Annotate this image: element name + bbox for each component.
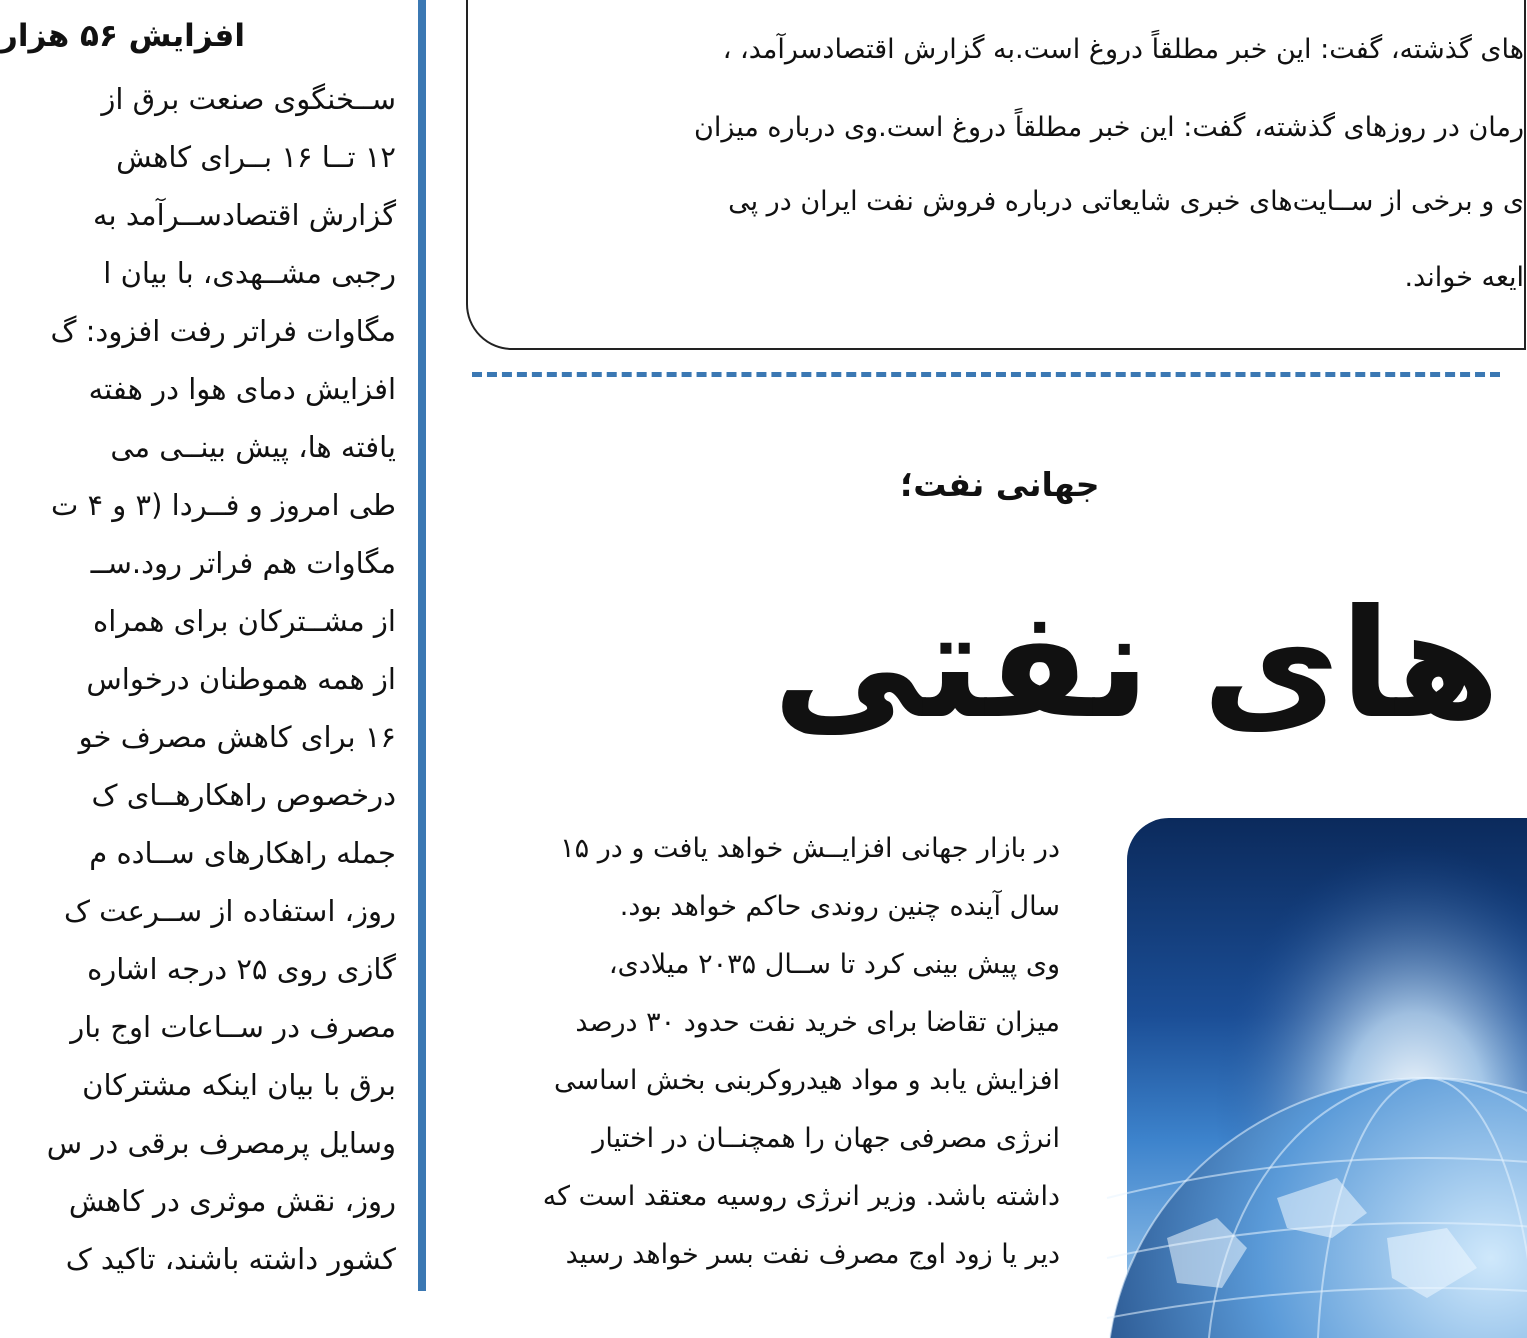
article-line: داشته باشد. وزیر انرژی روسیه معتقد است که [542, 1181, 1060, 1212]
article-title: های نفتی [772, 578, 1500, 752]
article-body [480, 820, 1060, 1291]
left-column-line: ســخنگوی صنعت برق از [101, 82, 396, 116]
left-column-line: مصرف در ســاعات اوج بار [70, 1010, 396, 1044]
left-column-line: جمله راهکارهای ســاده م [89, 836, 396, 870]
left-column-line: رجبی مشــهدی، با بیان ا [103, 256, 396, 290]
callout-line: های گذشته، گفت: این خبر مطلقاً دروغ است.به گزارش اقتصادسرآمد، ، [722, 34, 1524, 65]
left-column-line: روز، نقش موثری در کاهش [68, 1184, 396, 1218]
article-line: انرژی مصرفی جهان را همچنــان در اختیار [592, 1123, 1060, 1154]
column-divider [418, 0, 426, 1291]
left-news-column [0, 0, 415, 1291]
section-divider [472, 372, 1500, 377]
left-column-line: از مشــترکان برای همراه [93, 604, 396, 638]
left-column-line: مگاوات هم فراتر رود.ســ [90, 546, 396, 580]
article-line: سال آینده چنین روندی حاکم خواهد بود. [619, 891, 1060, 922]
left-column-line: ۱۲ تــا ۱۶ بــرای کاهش [116, 140, 396, 174]
left-column-line: درخصوص راهکارهــای ک [91, 778, 396, 812]
article-line: میزان تقاضا برای خرید نفت حدود ۳۰ درصد [575, 1007, 1060, 1038]
article-line: در بازار جهانی افزایــش خواهد یافت و در ۱۵ [560, 833, 1060, 864]
left-column-line: افزایش دمای هوا در هفته [88, 372, 396, 406]
article-line: وی پیش بینی کرد تا ســال ۲۰۳۵ میلادی، [608, 949, 1060, 980]
left-column-line: گزارش اقتصادســرآمد به [93, 198, 396, 232]
article-kicker: جهانی نفت؛ [900, 465, 1100, 504]
callout-line: ایعه خواند. [1404, 262, 1524, 293]
callout-line: رمان در روزهای گذشته، گفت: این خبر مطلقاً دروغ است.وی درباره میزان [693, 112, 1524, 143]
globe-image [1127, 818, 1527, 1338]
callout-line: ی و برخی از ســایت‌های خبری شایعاتی درباره فروش نفت ایران در پی [728, 186, 1524, 217]
left-column-line: از همه هموطنان درخواس [86, 662, 396, 696]
article-line: دیر یا زود اوج مصرف نفت بسر خواهد رسید [565, 1239, 1060, 1270]
left-column-line: گازی روی ۲۵ درجه اشاره [87, 952, 396, 986]
left-column-line: روز، استفاده از ســرعت ک [63, 894, 396, 928]
left-column-line: مگاوات فراتر رفت افزود: گ [50, 314, 396, 348]
globe-illustration [1127, 818, 1527, 1338]
left-column-line: یافته ها، پیش بینــی می [110, 430, 396, 464]
left-column-line: طی امروز و فــردا (۳ و ۴ ت [50, 488, 396, 522]
article-line: افزایش یابد و مواد هیدروکربنی بخش اساسی [553, 1065, 1060, 1096]
left-column-line: کشور داشته باشند، تاکید ک [65, 1242, 396, 1276]
left-column-line: برق با بیان اینکه مشترکان [82, 1068, 396, 1102]
left-column-line: وسایل پرمصرف برقی در س [46, 1126, 396, 1160]
left-column-headline: افزایش ۵۶ هزار [0, 18, 245, 54]
callout-box [466, 0, 1526, 350]
left-column-line: ۱۶ برای کاهش مصرف خو [78, 720, 396, 754]
